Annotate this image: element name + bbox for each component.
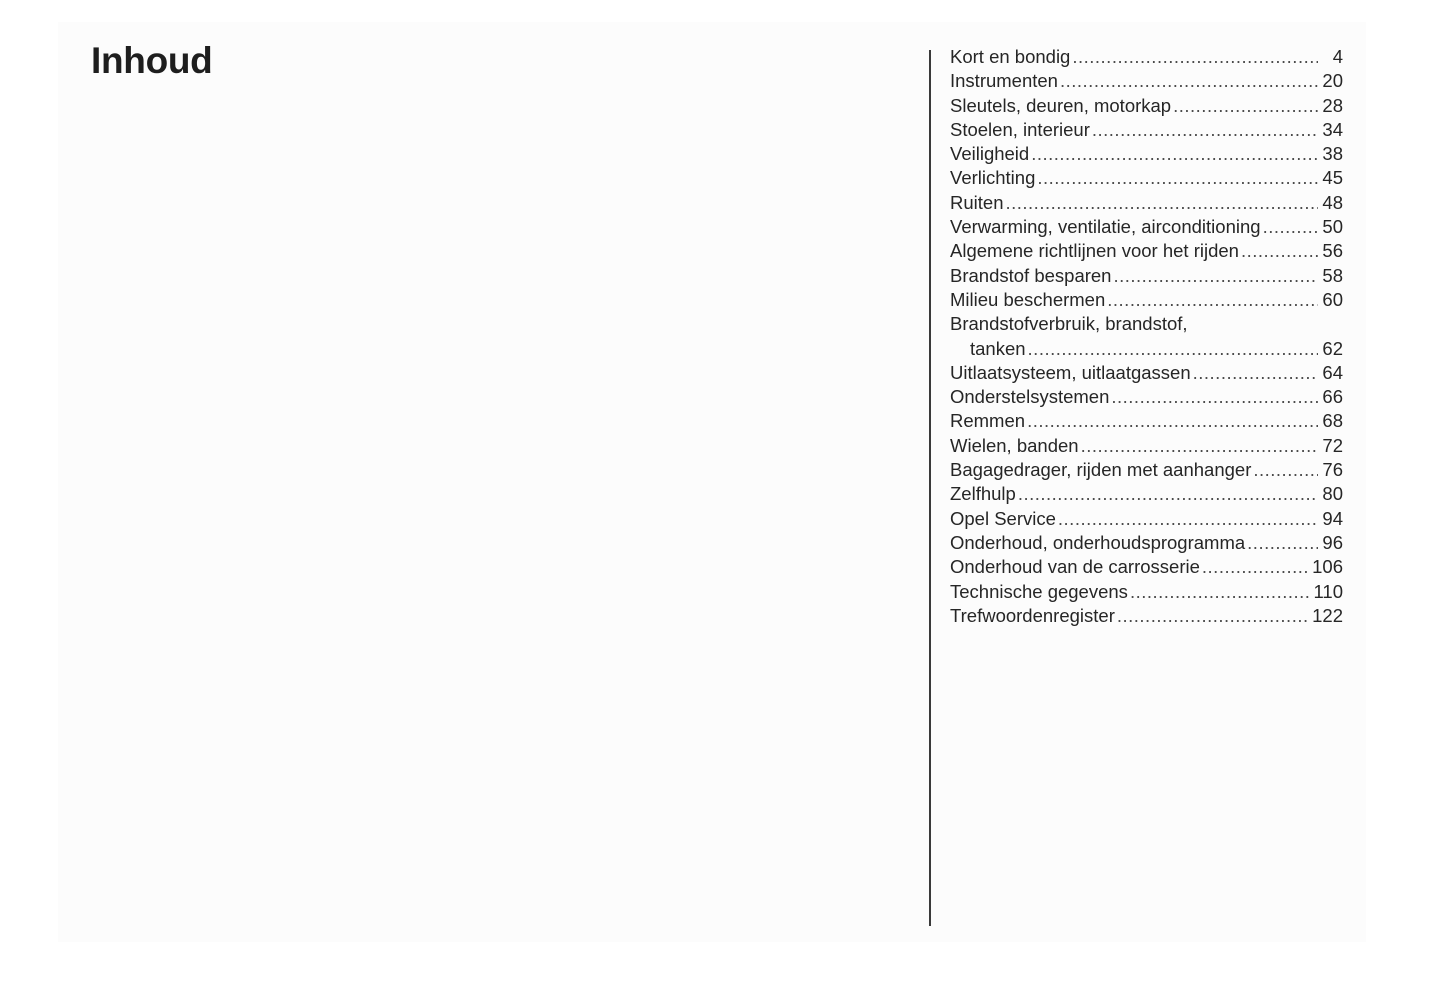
toc-entry[interactable] (950, 239, 1343, 263)
toc-entry-label: Onderhoud van de carrosserie (950, 556, 1200, 578)
toc-leader-dots (1193, 361, 1318, 385)
toc-entry[interactable] (950, 166, 1343, 190)
toc-entry-page: 106 (1312, 556, 1343, 578)
toc-entry[interactable] (950, 288, 1343, 312)
toc-entry-page: 48 (1322, 191, 1343, 213)
toc-entry-page: 96 (1322, 531, 1343, 553)
toc-entry[interactable] (950, 434, 1343, 458)
toc-entry-label: Verlichting (950, 167, 1036, 189)
toc-leader-dots (1018, 482, 1318, 506)
toc-entry-label: Algemene richtlijnen voor het rijden (950, 240, 1239, 262)
toc-entry-label: Brandstofverbruik, brandstof, (950, 313, 1188, 335)
toc-entry-page: 62 (1322, 337, 1343, 359)
toc-leader-dots (1202, 555, 1309, 579)
toc-leader-dots (1005, 191, 1318, 215)
toc-entry[interactable] (950, 264, 1343, 288)
toc-entry-continuation[interactable] (950, 337, 1343, 361)
toc-entry-page: 122 (1312, 604, 1343, 626)
toc-entry-page: 80 (1322, 483, 1343, 505)
toc-entry-label: Uitlaatsysteem, uitlaatgassen (950, 361, 1191, 383)
toc-entry-label: Milieu beschermen (950, 288, 1106, 310)
toc-entry-page: 94 (1322, 507, 1343, 529)
toc-leader-dots (1113, 264, 1318, 288)
toc-entry-label: Bagagedrager, rijden met aanhanger (950, 459, 1252, 481)
toc-entry[interactable] (950, 531, 1343, 555)
toc-entry-label: Brandstof besparen (950, 264, 1112, 286)
toc-entry[interactable] (950, 69, 1343, 93)
toc-leader-dots (1111, 385, 1318, 409)
toc-leader-dots (1031, 142, 1318, 166)
toc-entry[interactable] (950, 312, 1343, 336)
toc-entry[interactable] (950, 580, 1343, 604)
toc-leader-dots (1092, 118, 1318, 142)
toc-entry-page: 72 (1322, 434, 1343, 456)
toc-leader-dots (1130, 580, 1311, 604)
toc-entry-label: Technische gegevens (950, 580, 1128, 602)
toc-entry-label: Trefwoordenregister (950, 604, 1115, 626)
toc-entry-page: 34 (1322, 118, 1343, 140)
toc-entry-label: Wielen, banden (950, 434, 1079, 456)
toc-entry-label: Onderhoud, onderhoudsprogramma (950, 531, 1246, 553)
toc-entry-label: Sleutels, deuren, motorkap (950, 94, 1172, 116)
toc-entry-page: 20 (1322, 70, 1343, 92)
toc-entry[interactable] (950, 361, 1343, 385)
toc-entry-page: 68 (1322, 410, 1343, 432)
toc-leader-dots (1037, 166, 1318, 190)
toc-entry[interactable] (950, 555, 1343, 579)
toc-entry-label: Remmen (950, 410, 1026, 432)
toc-leader-dots (1173, 94, 1318, 118)
toc-entry[interactable] (950, 409, 1343, 433)
toc-entry-page: 76 (1322, 459, 1343, 481)
page-title: Inhoud (91, 40, 213, 81)
toc-leader-dots (1107, 288, 1318, 312)
toc-entry-label: Kort en bondig (950, 46, 1071, 67)
toc-leader-dots (1247, 531, 1318, 555)
toc-entry-page: 110 (1313, 580, 1343, 602)
table-of-contents (950, 45, 1343, 628)
toc-entry-page: 60 (1322, 288, 1343, 310)
toc-entry[interactable] (950, 191, 1343, 215)
toc-entry-page: 58 (1322, 264, 1343, 286)
toc-entry-page: 56 (1322, 240, 1343, 262)
toc-entry-label: Opel Service (950, 507, 1056, 529)
toc-entry-page: 50 (1322, 216, 1343, 238)
toc-entry[interactable] (950, 385, 1343, 409)
toc-entry-label: Instrumenten (950, 70, 1058, 92)
toc-leader-dots (1072, 45, 1318, 69)
toc-leader-dots (1081, 434, 1318, 458)
toc-leader-dots (1263, 215, 1318, 239)
toc-entry-page: 45 (1322, 167, 1343, 189)
toc-entry-page: 28 (1322, 94, 1343, 116)
toc-entry-page: 38 (1322, 143, 1343, 165)
toc-leader-dots (1117, 604, 1309, 628)
toc-entry[interactable] (950, 142, 1343, 166)
toc-entry[interactable] (950, 604, 1343, 628)
toc-entry-page: 64 (1322, 361, 1343, 383)
toc-entry[interactable] (950, 118, 1343, 142)
toc-entry-label: Onderstelsystemen (950, 386, 1110, 408)
toc-leader-dots (1241, 239, 1318, 263)
toc-entry[interactable] (950, 215, 1343, 239)
toc-entry-label: Verwarming, ventilatie, airconditioning (950, 216, 1261, 238)
toc-entry-label: Ruiten (950, 191, 1004, 213)
toc-entry-page: 66 (1322, 386, 1343, 408)
toc-entry[interactable] (950, 45, 1343, 69)
column-divider (929, 50, 931, 926)
toc-entry[interactable] (950, 507, 1343, 531)
toc-entry[interactable] (950, 458, 1343, 482)
toc-leader-dots (1060, 69, 1318, 93)
toc-leader-dots (1058, 507, 1318, 531)
toc-leader-dots (1253, 458, 1318, 482)
toc-entry-page: 4 (1332, 46, 1343, 67)
toc-leader-dots (1028, 337, 1318, 361)
toc-entry-label: Veiligheid (950, 143, 1030, 165)
toc-entry[interactable] (950, 482, 1343, 506)
toc-entry-label: tanken (970, 337, 1026, 359)
toc-leader-dots (1027, 409, 1318, 433)
toc-entry-label: Zelfhulp (950, 483, 1016, 505)
toc-entry[interactable] (950, 94, 1343, 118)
toc-entry-label: Stoelen, interieur (950, 118, 1090, 140)
